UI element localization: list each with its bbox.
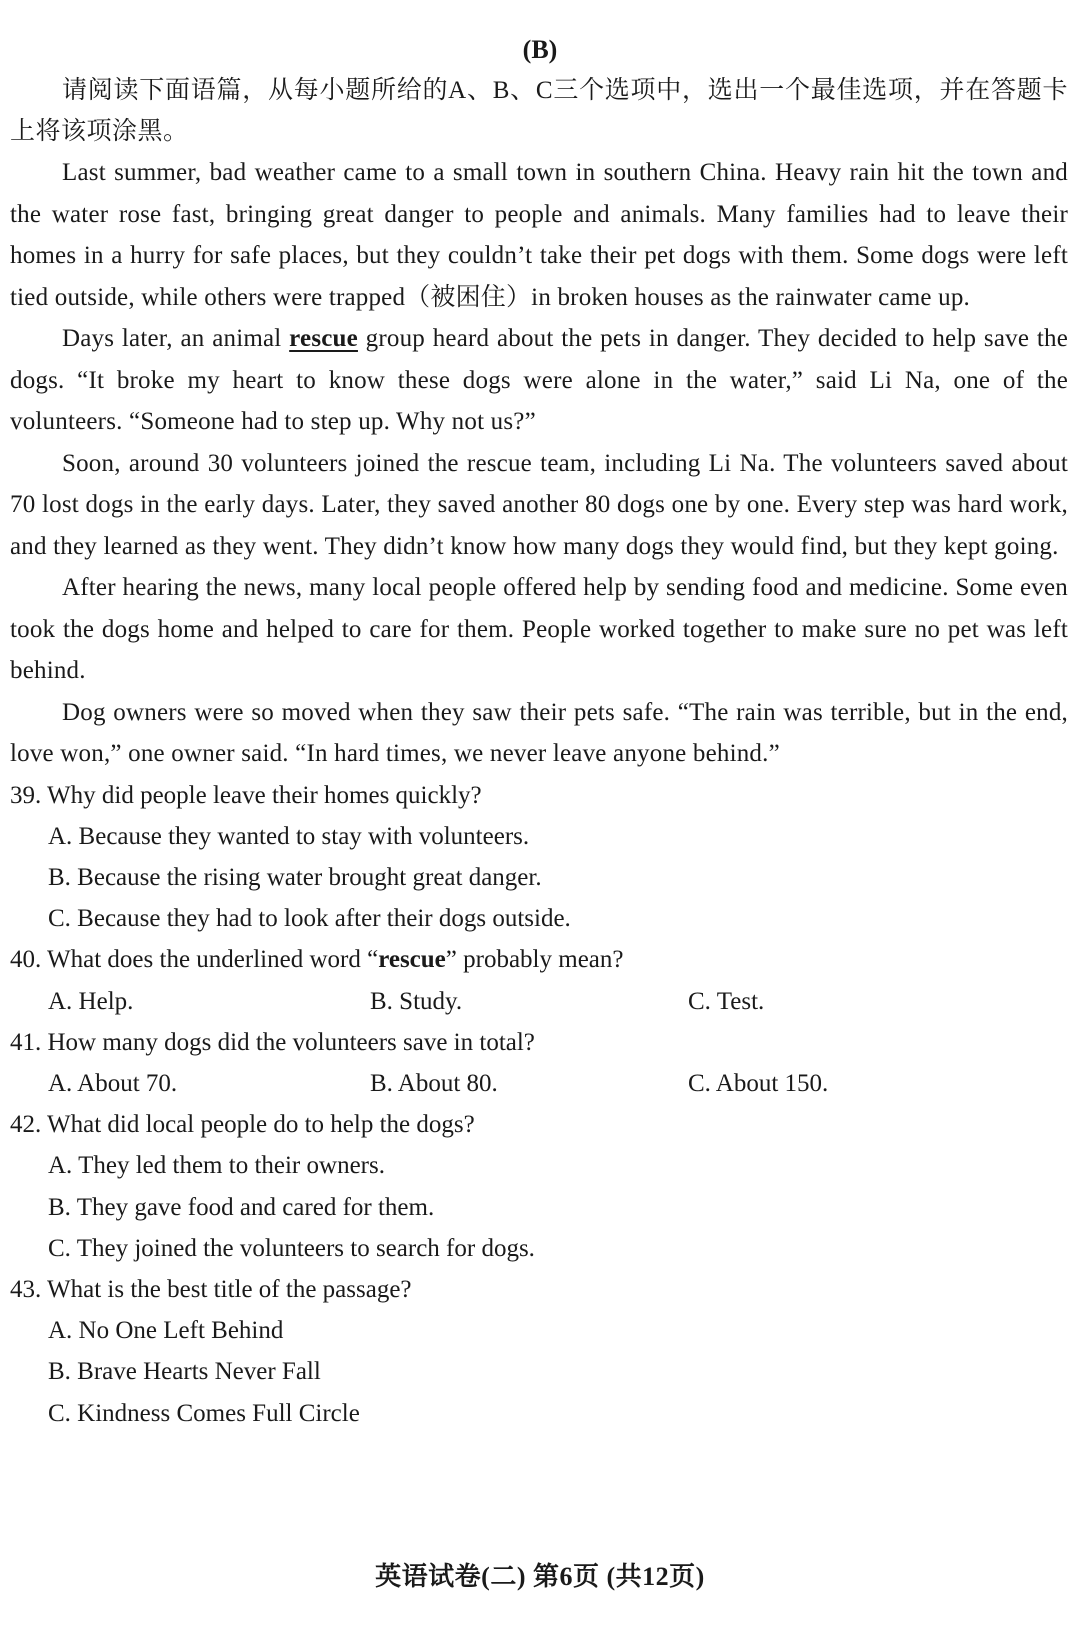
page-footer: 英语试卷(二) 第6页 (共12页) <box>375 1562 705 1591</box>
question-40 <box>10 939 1070 1021</box>
question-text: ” probably mean? <box>445 946 624 974</box>
section-label: (B) <box>522 35 558 64</box>
question-42 <box>10 1104 1070 1269</box>
passage-text: Days later, an animal <box>62 325 290 352</box>
question-stem: 39. Why did people leave their homes quickly? <box>10 781 482 809</box>
question-43 <box>10 1269 1070 1434</box>
option-c: C. About 150. <box>688 1069 829 1097</box>
question-stem: 41. How many dogs did the volunteers save in total? <box>10 1028 535 1056</box>
option-c: C. Kindness Comes Full Circle <box>48 1399 360 1427</box>
option-b: B. About 80. <box>370 1069 498 1097</box>
option-c: C. They joined the volunteers to search for dogs. <box>48 1234 535 1262</box>
passage-text: group heard about the pets in danger. They decided to help save the dogs. “It broke my heart to know these dogs were alone in the water,” said Li Na, one of the volunteers. “Someone had to step up. Why not us?” <box>10 325 1068 435</box>
instructions: 请阅读下面语篇，从每小题所给的A、B、C三个选项中，选出一个最佳选项，并在答题卡上将该项涂黑。 <box>10 77 1068 145</box>
passage-paragraph-2 <box>10 318 1068 443</box>
option-c: C. Because they had to look after their dogs outside. <box>48 905 571 933</box>
question-stem <box>10 939 1070 980</box>
passage-paragraph-5: Dog owners were so moved when they saw their pets safe. “The rain was terrible, but in the end, love won,” one owner said. “In hard times, we never leave anyone behind.” <box>10 698 1068 767</box>
option-a: A. About 70. <box>48 1069 178 1097</box>
option-b: B. Brave Hearts Never Fall <box>48 1358 321 1386</box>
option-a: A. Because they wanted to stay with volunteers. <box>48 822 530 850</box>
option-c: C. Test. <box>688 987 765 1015</box>
passage-paragraph-3: Soon, around 30 volunteers joined the rescue team, including Li Na. The volunteers saved about 70 lost dogs in the early days. Later, they saved another 80 dogs one by one. Every step was hard work, and they learned as they went. They didn’t know how many dogs they would find, but they kept going. <box>10 449 1068 560</box>
passage-paragraph-1: Last summer, bad weather came to a small town in southern China. Heavy rain hit the town and the water rose fast, bringing great danger to people and animals. Many families had to leave their homes in a hurry for safe places, but they couldn’t take their pet dogs with them. Some dogs were left tied outside, while others were trapped（被困住）in broken houses as the rainwater came up. <box>10 159 1068 311</box>
option-b: B. Study. <box>370 987 463 1015</box>
option-b: B. They gave food and cared for them. <box>48 1193 435 1221</box>
options-row <box>10 981 1070 1022</box>
passage-paragraph-4: After hearing the news, many local people offered help by sending food and medicine. Some even took the dogs home and helped to care for them. People worked together to make sure no pet was left behind. <box>10 574 1068 684</box>
options-row <box>10 1063 1070 1104</box>
keyword-rescue: rescue <box>378 946 446 974</box>
question-stem: 43. What is the best title of the passage? <box>10 1275 412 1303</box>
option-b: B. Because the rising water brought great danger. <box>48 863 542 891</box>
question-39 <box>10 775 1070 940</box>
underlined-word-rescue: rescue <box>289 325 358 352</box>
question-stem: 42. What did local people do to help the dogs? <box>10 1111 475 1139</box>
option-a: A. Help. <box>48 987 134 1015</box>
question-41 <box>10 1022 1070 1104</box>
option-a: A. No One Left Behind <box>48 1317 284 1345</box>
option-a: A. They led them to their owners. <box>48 1152 385 1180</box>
question-text: 40. What does the underlined word “ <box>10 946 379 974</box>
